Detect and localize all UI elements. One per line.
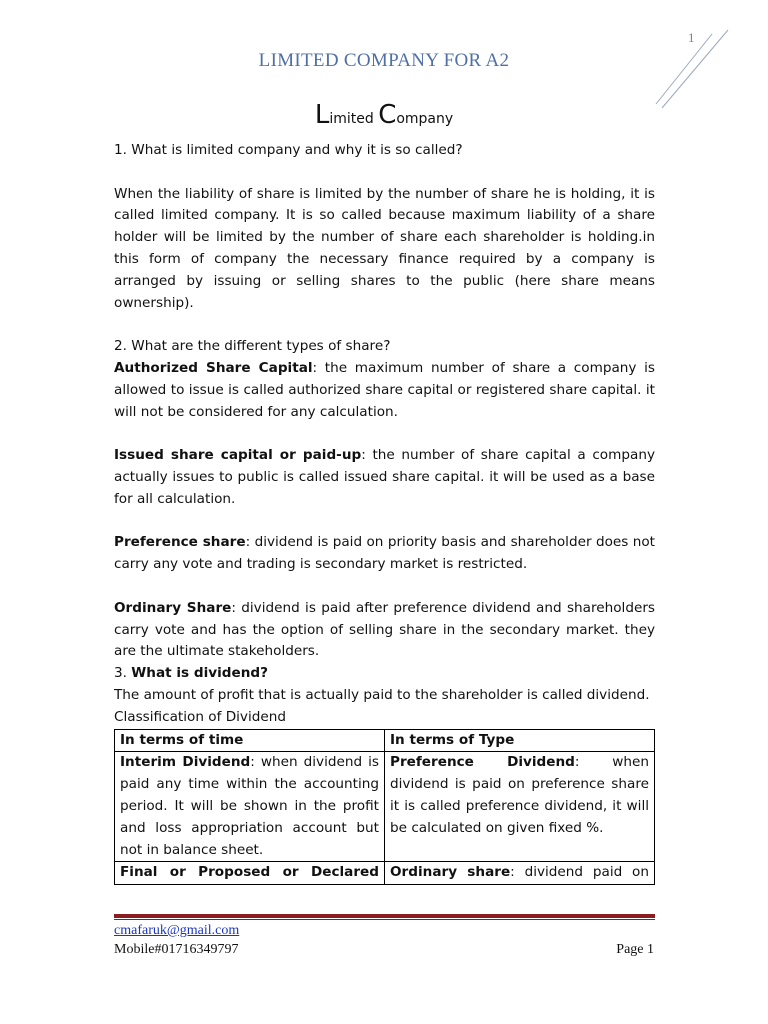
question-2: 2. What are the different types of share?	[114, 338, 391, 355]
table-header-time: In terms of time	[115, 729, 385, 752]
authorized-text: : the maximum number of share a company is allowed to issue is called authorized share capital or registered share capital. it will not be considered for any calculation.	[114, 359, 655, 420]
answer-3: The amount of profit that is actually paid to the shareholder is called dividend.	[114, 686, 650, 703]
table-header-type: In terms of Type	[385, 729, 655, 752]
authorized-share-paragraph	[114, 358, 655, 423]
preference-term: Preference share	[114, 534, 246, 551]
table-row	[115, 752, 655, 862]
issued-term: Issued share capital or paid-up	[114, 447, 362, 464]
title-cap-c: C	[378, 100, 397, 130]
table-cell-final	[115, 862, 385, 885]
ordinary-dividend-term: Ordinary share	[390, 864, 511, 881]
interim-text: : when dividend is paid any time within the accounting period. It will be shown in the profit and loss appropriation account but not in balance sheet.	[120, 754, 379, 858]
interim-term: Interim Dividend	[120, 754, 251, 771]
table-header-row	[115, 729, 655, 752]
document-title	[0, 100, 768, 130]
question-3-text: What is dividend?	[131, 665, 269, 682]
answer-1: When the liability of share is limited by the number of share he is holding, it is called limited company. It is so called because maximum liability of a share holder will be limited by the number of share each shareholder is holding.in this form of company the necessary finance required by a company is arranged by issuing or selling shares to the public (here share means ownership).	[114, 185, 655, 311]
preference-dividend-text: : when dividend is paid on preference share it is called preference dividend, it will be calculated on given fixed %.	[390, 754, 649, 836]
final-term: Final or Proposed or Declared	[120, 864, 379, 881]
issued-text: : the number of share capital a company actually issues to public is called issued share capital. it will be used as a base for all calculation.	[114, 447, 655, 507]
table-cell-preference-dividend	[385, 752, 655, 862]
authorized-term: Authorized Share Capital	[114, 359, 313, 376]
ordinary-share-paragraph	[114, 598, 655, 663]
ordinary-dividend-text: : dividend paid on	[510, 864, 649, 881]
question-3	[114, 663, 655, 685]
footer-divider	[114, 914, 655, 918]
top-page-number: 1	[688, 30, 695, 45]
title-cap-l: L	[314, 100, 330, 130]
preference-dividend-term: Preference Dividend	[390, 754, 575, 771]
preference-text: : dividend is paid on priority basis and shareholder does not carry any vote and trading is secondary market is restricted.	[114, 534, 656, 573]
footer-divider-thin	[114, 919, 655, 920]
table-row	[115, 862, 655, 885]
ordinary-term: Ordinary Share	[114, 599, 232, 616]
document-body	[114, 140, 655, 885]
ordinary-text: : dividend is paid after preference dividend and shareholders carry vote and has the option of selling share in the secondary market. they are the ultimate stakeholders.	[114, 599, 655, 660]
footer-mobile: Mobile#01716349797	[114, 942, 239, 957]
table-cell-ordinary	[385, 862, 655, 885]
issued-share-paragraph	[114, 445, 655, 510]
dividend-classification-table	[114, 729, 655, 886]
footer-email-link[interactable]: cmafaruk@gmail.com	[114, 923, 240, 938]
title-rest-1: imited	[329, 111, 374, 127]
classification-heading: Classification of Dividend	[114, 708, 286, 725]
preference-share-paragraph	[114, 532, 655, 576]
question-1: 1. What is limited company and why it is so called?	[114, 142, 463, 158]
question-3-number: 3.	[114, 665, 132, 682]
title-rest-2: ompany	[396, 111, 454, 127]
footer-page-number: Page 1	[616, 942, 654, 957]
header-title: LIMITED COMPANY FOR A2	[258, 50, 510, 71]
table-cell-interim	[115, 752, 385, 862]
